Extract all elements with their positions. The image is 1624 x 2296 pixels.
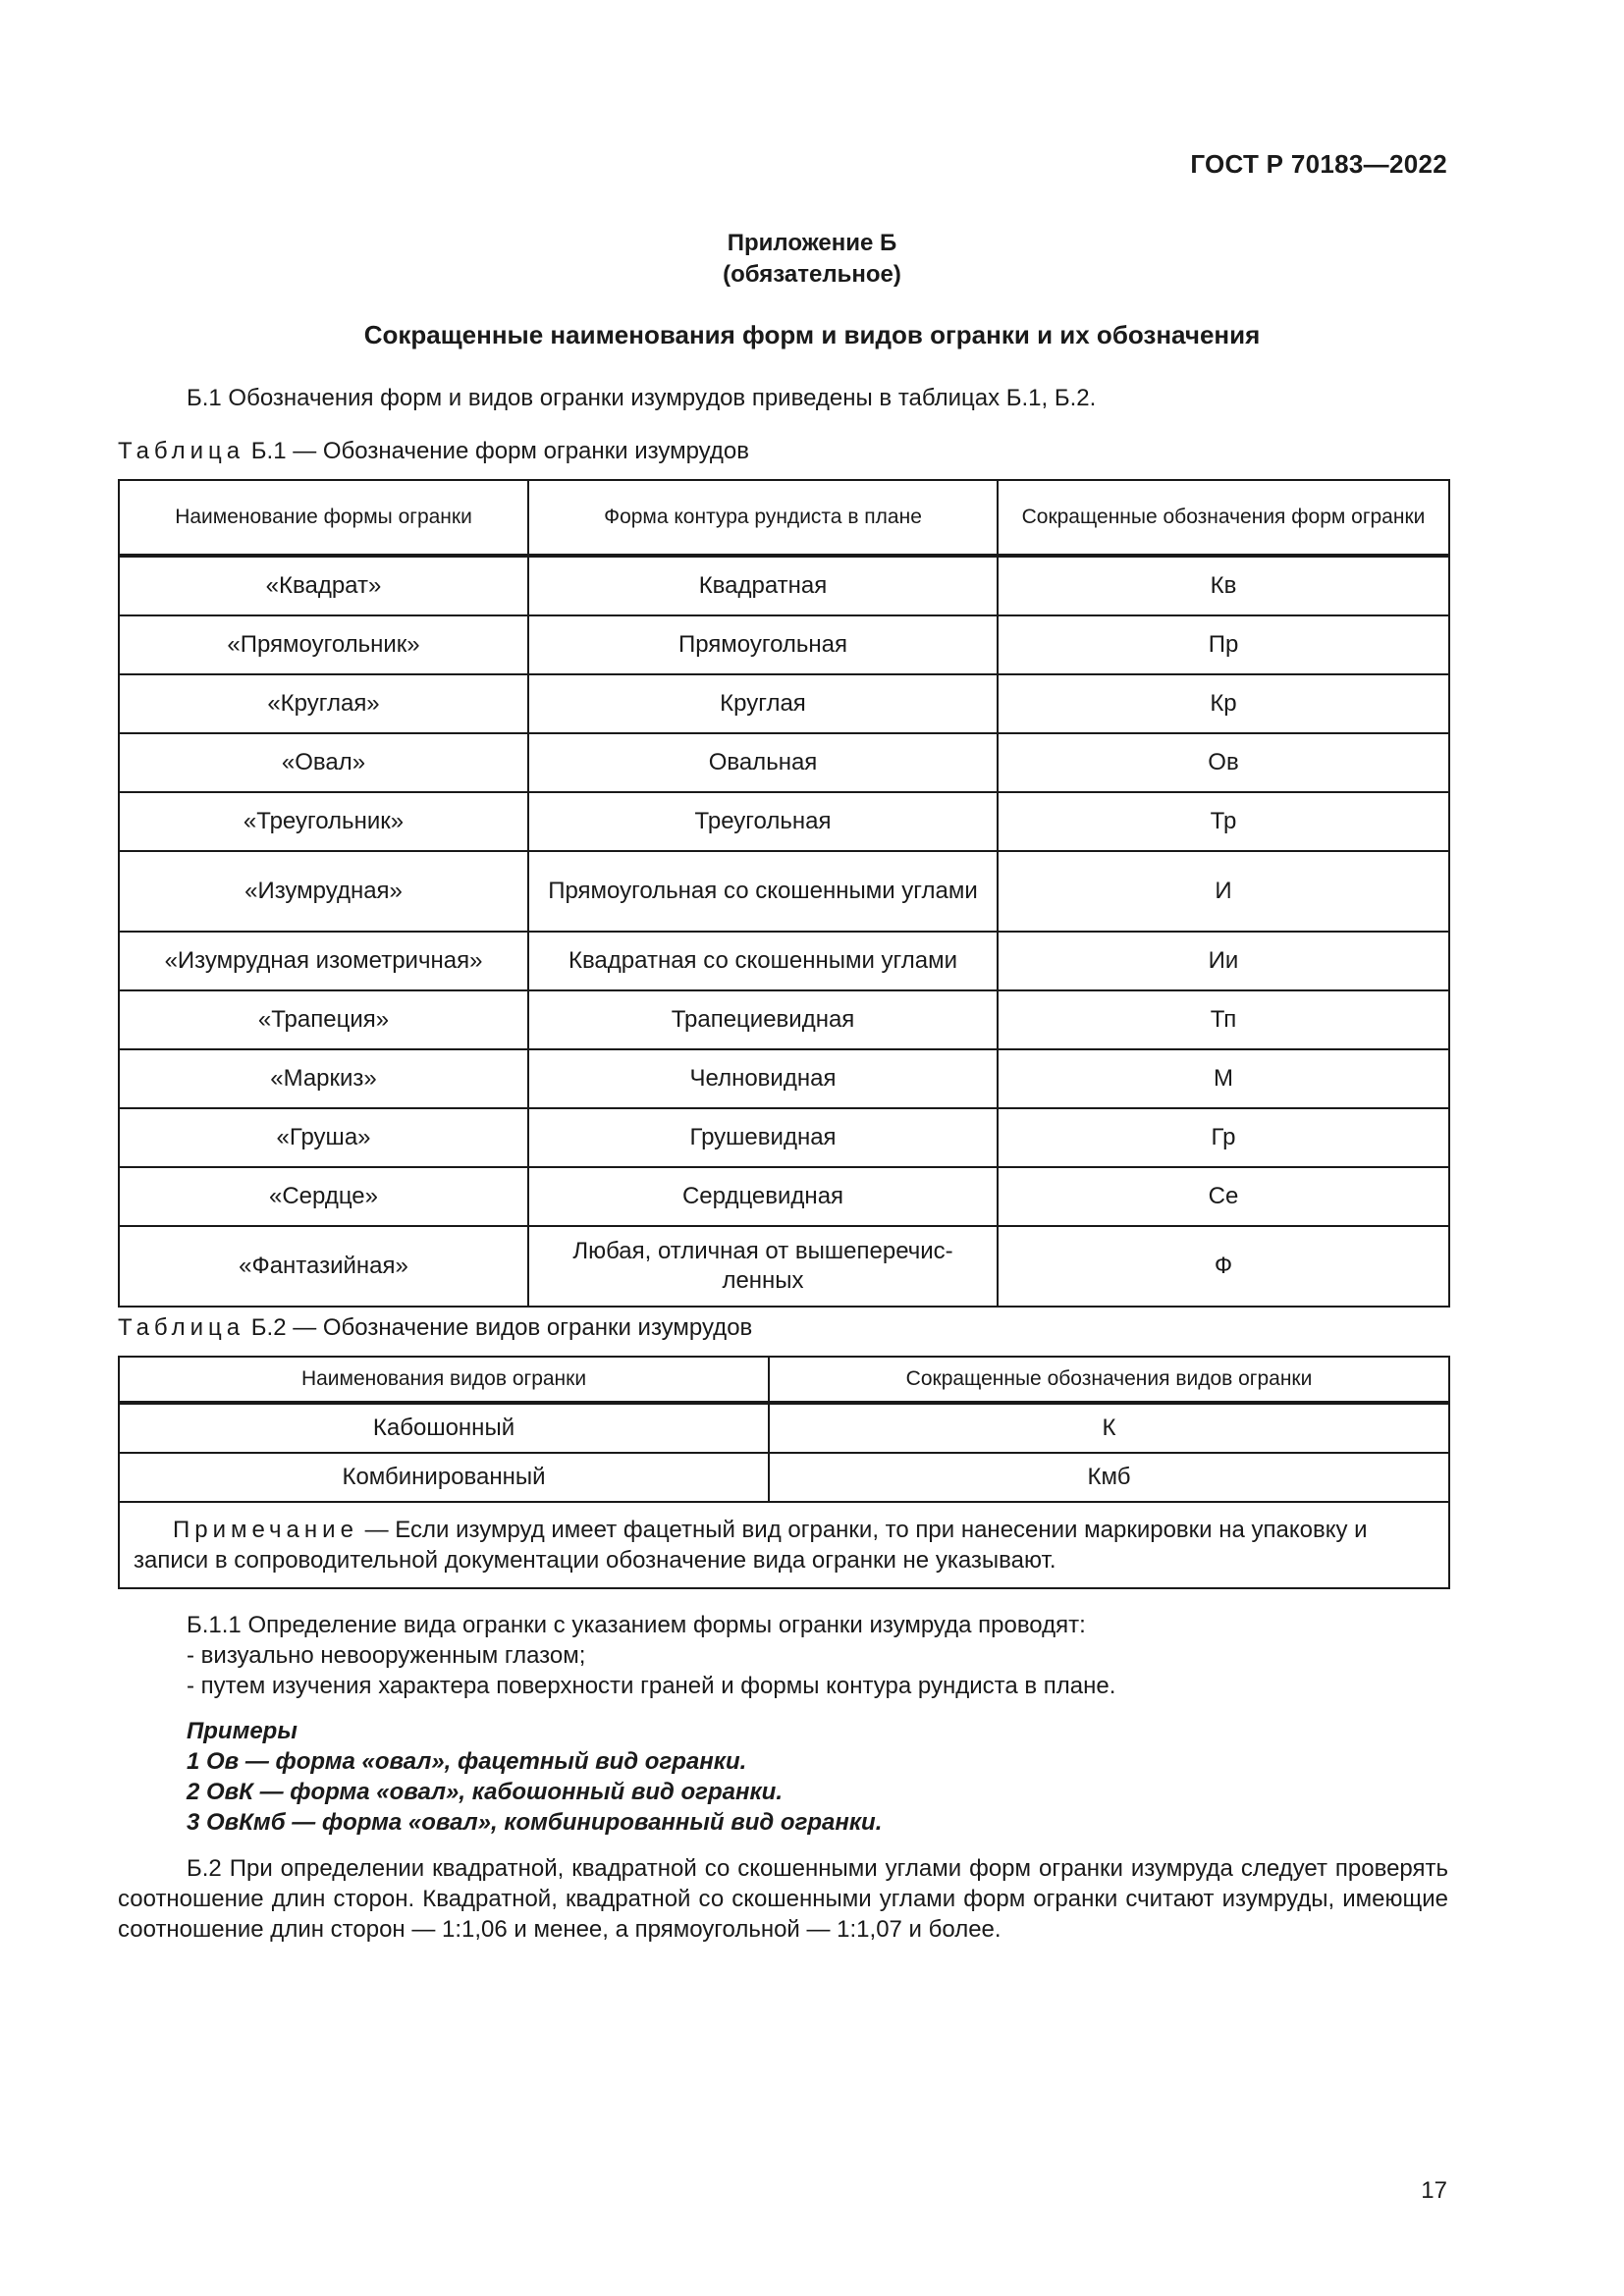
table-cell: «Трапеция» — [119, 990, 528, 1049]
table-row — [119, 932, 1449, 990]
table-header-row — [119, 480, 1449, 556]
table-cell: Прямоугольная со скошенными углами — [528, 851, 998, 932]
intro-paragraph: Б.1 Обозначения форм и видов огранки изумрудов приведены в таблицах Б.1, Б.2. — [187, 385, 1097, 411]
examples-block — [187, 1716, 882, 1838]
table-cell: Ов — [998, 733, 1449, 792]
table-cell: Квадратная со скошенными углами — [528, 932, 998, 990]
paragraph-b2: Б.2 При определении квадратной, квадратной со скошенными углами форм огранки изумруда следует проверять соотношение длин сторон. Квадратной, квадратной со скошенными углами форм огранки считают изумруды, имеющие соотношение длин сторон — 1:1,06 и менее, а прямоугольной — 1:1,07 и более. — [118, 1855, 1448, 1943]
table-cell: «Круглая» — [119, 674, 528, 733]
table-cell: Кабошонный — [119, 1403, 769, 1453]
method-list — [187, 1640, 1115, 1701]
table-cell: М — [998, 1049, 1449, 1108]
table-cell: Треугольная — [528, 792, 998, 851]
table-cell: Комбинированный — [119, 1453, 769, 1502]
table-note-row — [119, 1502, 1449, 1588]
table-row — [119, 1167, 1449, 1226]
table-cell: «Овал» — [119, 733, 528, 792]
table-cut-shapes — [118, 479, 1450, 1308]
list-item: - путем изучения характера поверхности граней и формы контура рундиста в плане. — [187, 1673, 1116, 1699]
example-item: 3 ОвКмб — форма «овал», комбинированный вид огранки. — [187, 1809, 883, 1836]
table-cell: Кв — [998, 556, 1449, 615]
table-cell: Овальная — [528, 733, 998, 792]
table1-caption — [118, 438, 749, 465]
table-cell: Ии — [998, 932, 1449, 990]
table-row — [119, 1049, 1449, 1108]
note-text: — Если изумруд имеет фацетный вид огранки, то при нанесении маркировки на упаковку и записи в сопроводительной документации обозначение вида огранки не указывают. — [134, 1517, 1368, 1574]
table-cell: Круглая — [528, 674, 998, 733]
table-cell: Тп — [998, 990, 1449, 1049]
table-cell: Квадратная — [528, 556, 998, 615]
table-cell: Сердцевидная — [528, 1167, 998, 1226]
examples-title: Примеры — [187, 1718, 298, 1744]
appendix-status: (обязательное) — [723, 261, 901, 288]
table-row — [119, 1108, 1449, 1167]
table-cell: К — [769, 1403, 1449, 1453]
table-row — [119, 990, 1449, 1049]
table1-caption-label: Таблица — [118, 438, 245, 464]
table-note — [119, 1502, 1449, 1588]
example-item: 1 Ов — форма «овал», фацетный вид огранки. — [187, 1748, 747, 1775]
appendix-header — [0, 228, 1624, 291]
list-item: - визуально невооруженным глазом; — [187, 1642, 586, 1669]
table-cell: Ф — [998, 1226, 1449, 1307]
table-cell: «Маркиз» — [119, 1049, 528, 1108]
table-cell: «Прямоугольник» — [119, 615, 528, 674]
table-cell: «Фантазийная» — [119, 1226, 528, 1307]
table2-caption-text: Б.2 — Обозначение видов огранки изумрудов — [250, 1314, 753, 1341]
table-cell: Трапециевидная — [528, 990, 998, 1049]
table-row — [119, 615, 1449, 674]
table-cell: «Квадрат» — [119, 556, 528, 615]
table-row — [119, 1226, 1449, 1307]
page-number: 17 — [1421, 2177, 1447, 2204]
table-row — [119, 674, 1449, 733]
table-cell: Любая, отличная от вышеперечис-ленных — [528, 1226, 998, 1307]
appendix-title: Приложение Б — [727, 230, 897, 256]
table-cell: Грушевидная — [528, 1108, 998, 1167]
table-cell: «Сердце» — [119, 1167, 528, 1226]
table2-caption — [118, 1314, 752, 1342]
example-item: 2 ОвК — форма «овал», кабошонный вид огранки. — [187, 1779, 783, 1805]
table-cell: «Треугольник» — [119, 792, 528, 851]
table-cell: Гр — [998, 1108, 1449, 1167]
section-heading: Сокращенные наименования форм и видов огранки и их обозначения — [363, 320, 1261, 349]
table-cell: Прямоугольная — [528, 615, 998, 674]
column-header: Наименование формы огранки — [119, 480, 528, 556]
table-cell: Кмб — [769, 1453, 1449, 1502]
table-row — [119, 792, 1449, 851]
column-header: Сокращенные обозначения видов огранки — [769, 1357, 1449, 1403]
table-cell: Пр — [998, 615, 1449, 674]
table-row — [119, 1453, 1449, 1502]
table-cut-types — [118, 1356, 1450, 1589]
note-label: Примечание — [173, 1517, 358, 1543]
table-row — [119, 733, 1449, 792]
table-cell: И — [998, 851, 1449, 932]
column-header: Форма контура рундиста в плане — [528, 480, 998, 556]
table-row — [119, 1403, 1449, 1453]
table-cell: Кр — [998, 674, 1449, 733]
column-header: Сокращенные обозначения форм огранки — [998, 480, 1449, 556]
table-cell: «Изумрудная» — [119, 851, 528, 932]
table-cell: Тр — [998, 792, 1449, 851]
table-cell: Челновидная — [528, 1049, 998, 1108]
table1-caption-text: Б.1 — Обозначение форм огранки изумрудов — [250, 438, 749, 464]
table-cell: «Изумрудная изометричная» — [119, 932, 528, 990]
table-cell: «Груша» — [119, 1108, 528, 1167]
document-code: ГОСТ Р 70183—2022 — [1190, 149, 1447, 179]
table-cell: Се — [998, 1167, 1449, 1226]
table2-caption-label: Таблица — [118, 1314, 245, 1341]
paragraph-b11: Б.1.1 Определение вида огранки с указанием формы огранки изумруда проводят: — [187, 1612, 1086, 1638]
table-row — [119, 851, 1449, 932]
table-header-row — [119, 1357, 1449, 1403]
column-header: Наименования видов огранки — [119, 1357, 769, 1403]
table-row — [119, 556, 1449, 615]
